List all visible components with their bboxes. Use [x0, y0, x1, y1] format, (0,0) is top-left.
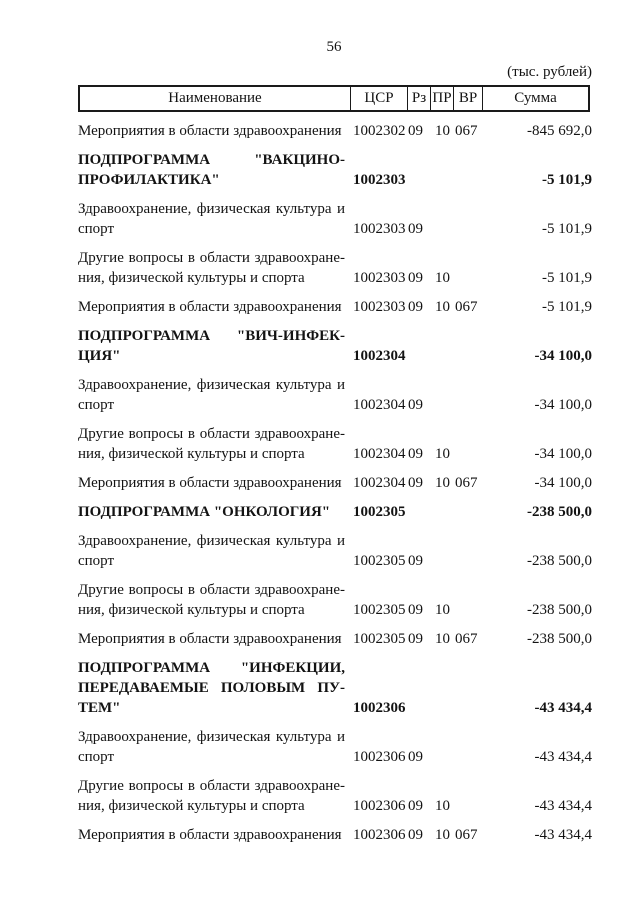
row-rz-code: 09 [408, 749, 423, 765]
row-rz-code: 09 [408, 446, 423, 462]
row-name [78, 375, 353, 415]
row-sum-amount: -34 100,0 [534, 475, 592, 491]
units-note: (тыс. рублей) [507, 64, 592, 80]
row-name-line: Другие вопросы в области здравоохране- [78, 250, 345, 266]
table-row [78, 531, 592, 571]
row-pr-code: 10 [435, 475, 450, 491]
table-row [78, 248, 592, 288]
row-rz-code: 09 [408, 827, 423, 843]
row-sum-amount: -43 434,4 [534, 798, 592, 814]
table-row [78, 121, 592, 141]
row-csr-code: 1002302 [353, 123, 406, 139]
row-sum-amount: -238 500,0 [527, 504, 592, 520]
row-csr-code: 1002305 [353, 631, 406, 647]
row-name [78, 121, 353, 141]
row-pr-code: 10 [435, 446, 450, 462]
row-rz-code: 09 [408, 631, 423, 647]
row-name-line: ния, физической культуры и спорта [78, 446, 305, 462]
row-csr-code: 1002306 [353, 827, 406, 843]
row-sum-amount: -43 434,4 [534, 700, 592, 716]
table-row [78, 727, 592, 767]
row-name [78, 658, 353, 718]
row-name-line: ния, физической культуры и спорта [78, 270, 305, 286]
table-row [78, 658, 592, 718]
column-header-name: Наименование [168, 90, 262, 106]
row-rz-code: 09 [408, 270, 423, 286]
row-name-line: спорт [78, 749, 115, 765]
row-sum-amount: -5 101,9 [542, 299, 592, 315]
row-rz-code: 09 [408, 397, 423, 413]
row-name-line: ния, физической культуры и спорта [78, 602, 305, 618]
row-name [78, 629, 353, 649]
row-name [78, 150, 353, 190]
row-pr-code: 10 [435, 270, 450, 286]
table-row [78, 473, 592, 493]
row-name-line: Здравоохранение, физическая культура и [78, 729, 345, 745]
row-sum-amount: -43 434,4 [534, 749, 592, 765]
row-sum-amount: -5 101,9 [542, 172, 592, 188]
row-pr-code: 10 [435, 827, 450, 843]
row-vr-code: 067 [455, 123, 478, 139]
row-name-line: ПОДПРОГРАММА "ИНФЕКЦИИ, [78, 660, 345, 676]
row-rz-code: 09 [408, 221, 423, 237]
row-vr-code: 067 [455, 827, 478, 843]
row-name [78, 727, 353, 767]
page-number: 56 [326, 39, 342, 55]
row-rz-code: 09 [408, 475, 423, 491]
row-name [78, 326, 353, 366]
column-header-rz: Рз [407, 87, 430, 110]
row-rz-code: 09 [408, 798, 423, 814]
table-row [78, 580, 592, 620]
row-vr-code: 067 [455, 299, 478, 315]
row-name-line: ПРОФИЛАКТИКА" [78, 172, 220, 188]
row-name-line: Мероприятия в области здравоохранения [78, 475, 342, 491]
table-row [78, 424, 592, 464]
row-name [78, 199, 353, 239]
table-row [78, 629, 592, 649]
row-sum-amount: -34 100,0 [534, 397, 592, 413]
row-pr-code: 10 [435, 123, 450, 139]
row-csr-code: 1002305 [353, 504, 406, 520]
column-header-csr: ЦСР [350, 87, 407, 110]
row-csr-code: 1002306 [353, 798, 406, 814]
row-csr-code: 1002304 [353, 475, 406, 491]
row-name-line: спорт [78, 221, 115, 237]
table-row [78, 326, 592, 366]
row-vr-code: 067 [455, 631, 478, 647]
row-name-line: Здравоохранение, физическая культура и [78, 201, 345, 217]
row-csr-code: 1002304 [353, 397, 406, 413]
row-csr-code: 1002306 [353, 749, 406, 765]
row-name [78, 825, 353, 845]
row-name-line: Другие вопросы в области здравоохране- [78, 426, 345, 442]
row-name [78, 297, 353, 317]
column-header-summa: Сумма [482, 87, 588, 110]
row-sum-amount: -238 500,0 [527, 553, 592, 569]
table-row [78, 199, 592, 239]
row-name-line: ПОДПРОГРАММА "ОНКОЛОГИЯ" [78, 504, 331, 520]
row-csr-code: 1002306 [353, 700, 406, 716]
row-sum-amount: -5 101,9 [542, 221, 592, 237]
row-csr-code: 1002303 [353, 221, 406, 237]
row-name [78, 424, 353, 464]
row-pr-code: 10 [435, 631, 450, 647]
table-row [78, 375, 592, 415]
row-name-line: ПОДПРОГРАММА "ВАКЦИНО- [78, 152, 345, 168]
row-name-line: спорт [78, 397, 115, 413]
row-csr-code: 1002305 [353, 553, 406, 569]
row-name-line: Здравоохранение, физическая культура и [78, 377, 345, 393]
row-rz-code: 09 [408, 299, 423, 315]
row-name [78, 776, 353, 816]
row-name-line: Здравоохранение, физическая культура и [78, 533, 345, 549]
table-body [78, 121, 592, 854]
table-row [78, 150, 592, 190]
row-sum-amount: -43 434,4 [534, 827, 592, 843]
table-row [78, 297, 592, 317]
column-header-pr: ПР [430, 87, 453, 110]
row-name-line: ПЕРЕДАВАЕМЫЕ ПОЛОВЫМ ПУ- [78, 680, 345, 696]
table-row [78, 776, 592, 816]
row-name-line: Мероприятия в области здравоохранения [78, 827, 342, 843]
row-csr-code: 1002303 [353, 270, 406, 286]
row-rz-code: 09 [408, 123, 423, 139]
row-name-line: спорт [78, 553, 115, 569]
row-name [78, 531, 353, 571]
row-vr-code: 067 [455, 475, 478, 491]
row-name-line: Мероприятия в области здравоохранения [78, 123, 342, 139]
row-csr-code: 1002303 [353, 172, 406, 188]
row-name-line: Другие вопросы в области здравоохране- [78, 582, 345, 598]
row-csr-code: 1002303 [353, 299, 406, 315]
table-header-row [78, 85, 590, 112]
row-sum-amount: -34 100,0 [534, 446, 592, 462]
row-rz-code: 09 [408, 553, 423, 569]
row-name [78, 248, 353, 288]
row-csr-code: 1002304 [353, 446, 406, 462]
row-name [78, 473, 353, 493]
row-name-line: ЦИЯ" [78, 348, 121, 364]
table-row [78, 502, 592, 522]
row-pr-code: 10 [435, 299, 450, 315]
row-sum-amount: -845 692,0 [527, 123, 592, 139]
row-sum-amount: -238 500,0 [527, 602, 592, 618]
row-sum-amount: -5 101,9 [542, 270, 592, 286]
row-csr-code: 1002305 [353, 602, 406, 618]
row-name-line: ТЕМ" [78, 700, 121, 716]
row-sum-amount: -34 100,0 [534, 348, 592, 364]
column-header-vr: ВР [453, 87, 482, 110]
row-name-line: ния, физической культуры и спорта [78, 798, 305, 814]
row-csr-code: 1002304 [353, 348, 406, 364]
row-pr-code: 10 [435, 602, 450, 618]
row-rz-code: 09 [408, 602, 423, 618]
row-name-line: Мероприятия в области здравоохранения [78, 299, 342, 315]
row-sum-amount: -238 500,0 [527, 631, 592, 647]
row-pr-code: 10 [435, 798, 450, 814]
row-name-line: Мероприятия в области здравоохранения [78, 631, 342, 647]
row-name [78, 502, 353, 522]
table-row [78, 825, 592, 845]
row-name-line: Другие вопросы в области здравоохране- [78, 778, 345, 794]
row-name [78, 580, 353, 620]
row-name-line: ПОДПРОГРАММА "ВИЧ-ИНФЕК- [78, 328, 345, 344]
